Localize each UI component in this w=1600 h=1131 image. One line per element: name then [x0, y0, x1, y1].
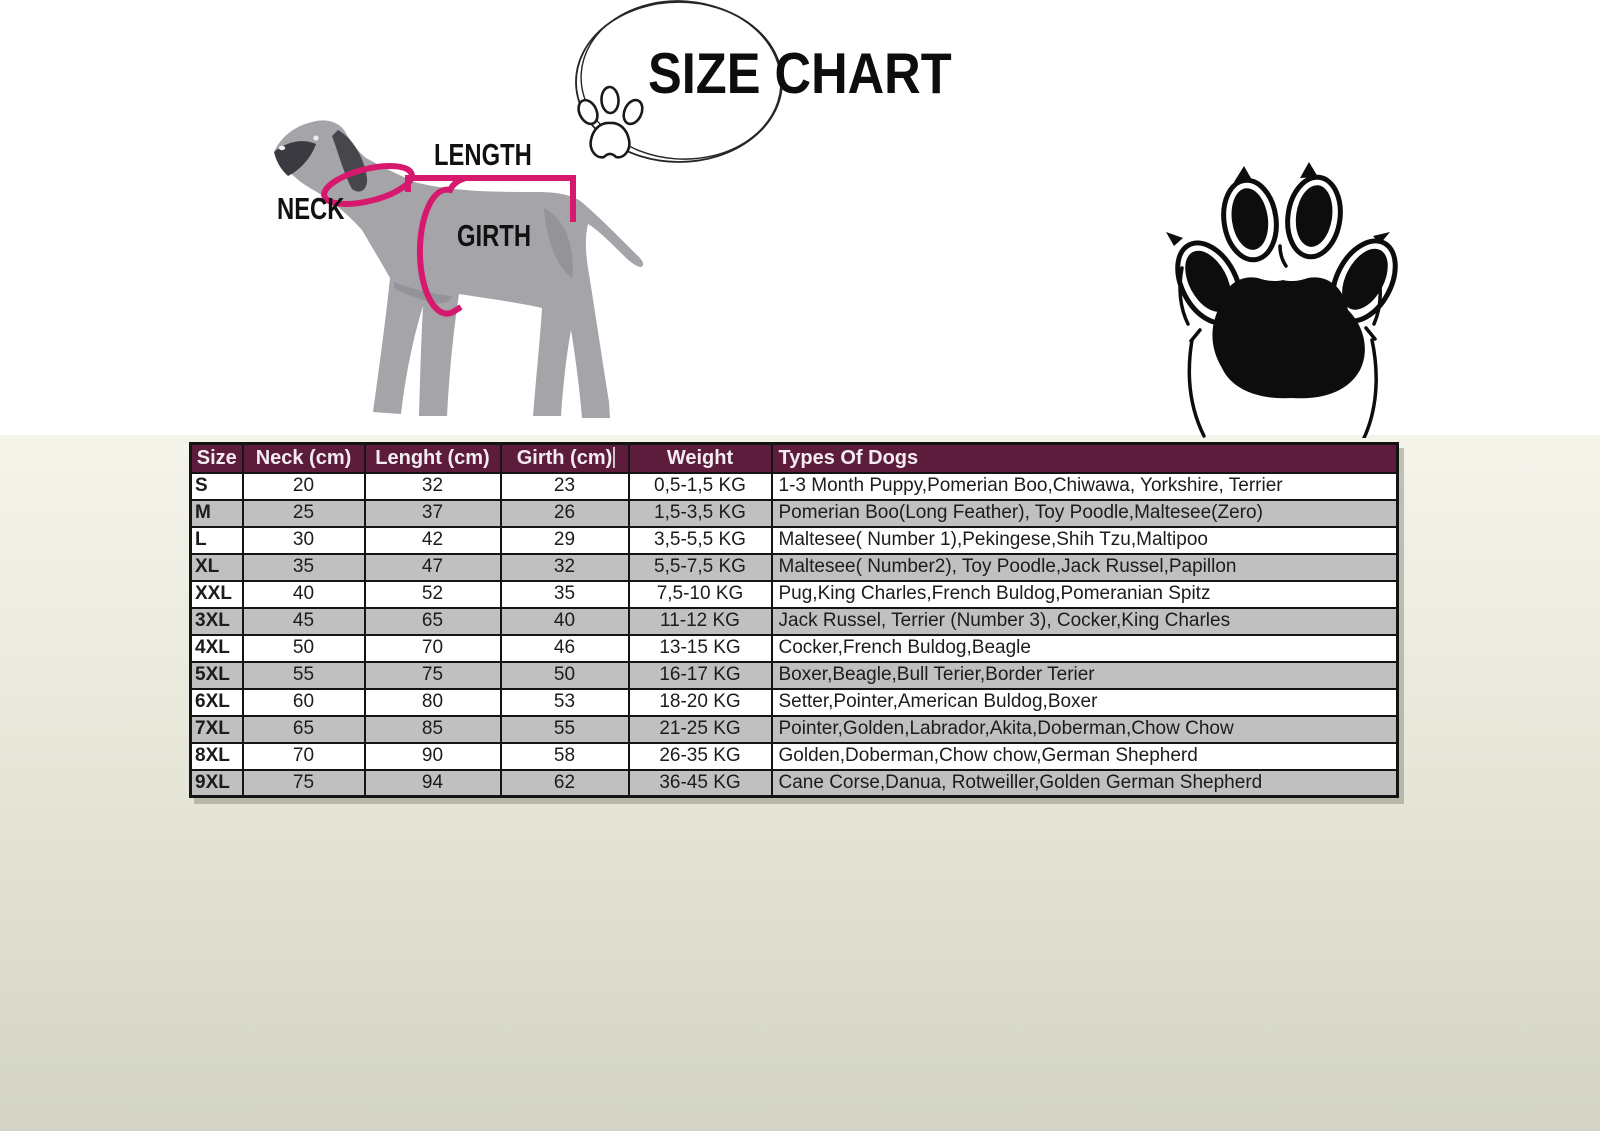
- cell-girth: 29: [501, 527, 629, 554]
- cell-length: 47: [365, 554, 501, 581]
- cell-neck: 40: [243, 581, 365, 608]
- cell-girth: 46: [501, 635, 629, 662]
- cell-weight: 5,5-7,5 KG: [629, 554, 772, 581]
- cell-length: 42: [365, 527, 501, 554]
- cell-girth: 53: [501, 689, 629, 716]
- table-row: [191, 473, 1398, 500]
- cell-size: 9XL: [191, 770, 243, 797]
- table-row: [191, 716, 1398, 743]
- cell-length: 90: [365, 743, 501, 770]
- cell-neck: 30: [243, 527, 365, 554]
- table-row: [191, 608, 1398, 635]
- cell-types: Pomerian Boo(Long Feather), Toy Poodle,Maltesee(Zero): [772, 500, 1398, 527]
- table-row: [191, 635, 1398, 662]
- cell-types: Maltesee( Number2), Toy Poodle,Jack Russel,Papillon: [772, 554, 1398, 581]
- table-row: [191, 527, 1398, 554]
- cell-types: Maltesee( Number 1),Pekingese,Shih Tzu,Maltipoo: [772, 527, 1398, 554]
- cell-weight: 0,5-1,5 KG: [629, 473, 772, 500]
- cell-length: 80: [365, 689, 501, 716]
- header-types: Types Of Dogs: [772, 444, 1398, 473]
- paw-print-icon: [1130, 148, 1400, 438]
- cell-size: XXL: [191, 581, 243, 608]
- size-chart-table: [189, 442, 1399, 798]
- girth-label: GIRTH: [457, 219, 532, 253]
- cell-neck: 20: [243, 473, 365, 500]
- size-table-body: [191, 473, 1398, 797]
- cell-girth: 35: [501, 581, 629, 608]
- cell-weight: 11-12 KG: [629, 608, 772, 635]
- header-girth: Girth (cm): [501, 444, 629, 473]
- cell-neck: 70: [243, 743, 365, 770]
- cell-weight: 36-45 KG: [629, 770, 772, 797]
- cell-weight: 26-35 KG: [629, 743, 772, 770]
- table-row: [191, 554, 1398, 581]
- header-size: Size: [191, 444, 243, 473]
- cell-girth: 55: [501, 716, 629, 743]
- cell-weight: 3,5-5,5 KG: [629, 527, 772, 554]
- table-row: [191, 743, 1398, 770]
- cell-types: Boxer,Beagle,Bull Terier,Border Terier: [772, 662, 1398, 689]
- cell-length: 32: [365, 473, 501, 500]
- cell-weight: 16-17 KG: [629, 662, 772, 689]
- cell-size: XL: [191, 554, 243, 581]
- cell-girth: 23: [501, 473, 629, 500]
- page-title: SIZE CHART: [648, 41, 952, 106]
- table-header: [191, 444, 1398, 473]
- table-row: [191, 662, 1398, 689]
- cell-types: Golden,Doberman,Chow chow,German Shepherd: [772, 743, 1398, 770]
- neck-label: NECK: [277, 192, 345, 226]
- cell-types: 1-3 Month Puppy,Pomerian Boo,Chiwawa, Yorkshire, Terrier: [772, 473, 1398, 500]
- cell-girth: 40: [501, 608, 629, 635]
- text-caret: [613, 447, 615, 468]
- cell-neck: 75: [243, 770, 365, 797]
- cell-size: S: [191, 473, 243, 500]
- cell-types: Cocker,French Buldog,Beagle: [772, 635, 1398, 662]
- cell-weight: 1,5-3,5 KG: [629, 500, 772, 527]
- cell-weight: 7,5-10 KG: [629, 581, 772, 608]
- cell-length: 52: [365, 581, 501, 608]
- cell-neck: 45: [243, 608, 365, 635]
- cell-size: 4XL: [191, 635, 243, 662]
- cell-girth: 26: [501, 500, 629, 527]
- header-weight: Weight: [629, 444, 772, 473]
- cell-weight: 21-25 KG: [629, 716, 772, 743]
- cell-girth: 50: [501, 662, 629, 689]
- cell-weight: 18-20 KG: [629, 689, 772, 716]
- cell-size: 6XL: [191, 689, 243, 716]
- table-row: [191, 770, 1398, 797]
- cell-size: 3XL: [191, 608, 243, 635]
- cell-size: L: [191, 527, 243, 554]
- table-row: [191, 689, 1398, 716]
- header-length: Lenght (cm): [365, 444, 501, 473]
- cell-girth: 58: [501, 743, 629, 770]
- cell-types: Jack Russel, Terrier (Number 3), Cocker,King Charles: [772, 608, 1398, 635]
- cell-types: Pointer,Golden,Labrador,Akita,Doberman,Chow Chow: [772, 716, 1398, 743]
- cell-neck: 65: [243, 716, 365, 743]
- cell-size: 5XL: [191, 662, 243, 689]
- cell-girth: 62: [501, 770, 629, 797]
- cell-neck: 50: [243, 635, 365, 662]
- cell-size: M: [191, 500, 243, 527]
- cell-neck: 60: [243, 689, 365, 716]
- cell-length: 94: [365, 770, 501, 797]
- cell-length: 37: [365, 500, 501, 527]
- cell-girth: 32: [501, 554, 629, 581]
- cell-length: 75: [365, 662, 501, 689]
- cell-neck: 55: [243, 662, 365, 689]
- table-row: [191, 581, 1398, 608]
- cell-types: Setter,Pointer,American Buldog,Boxer: [772, 689, 1398, 716]
- cell-neck: 35: [243, 554, 365, 581]
- header-neck: Neck (cm): [243, 444, 365, 473]
- cell-length: 85: [365, 716, 501, 743]
- cell-length: 70: [365, 635, 501, 662]
- table-row: [191, 500, 1398, 527]
- cell-length: 65: [365, 608, 501, 635]
- cell-types: Pug,King Charles,French Buldog,Pomeranian Spitz: [772, 581, 1398, 608]
- cell-types: Cane Corse,Danua, Rotweiller,Golden German Shepherd: [772, 770, 1398, 797]
- cell-size: 8XL: [191, 743, 243, 770]
- length-label: LENGTH: [434, 138, 532, 172]
- cell-size: 7XL: [191, 716, 243, 743]
- cell-weight: 13-15 KG: [629, 635, 772, 662]
- cell-neck: 25: [243, 500, 365, 527]
